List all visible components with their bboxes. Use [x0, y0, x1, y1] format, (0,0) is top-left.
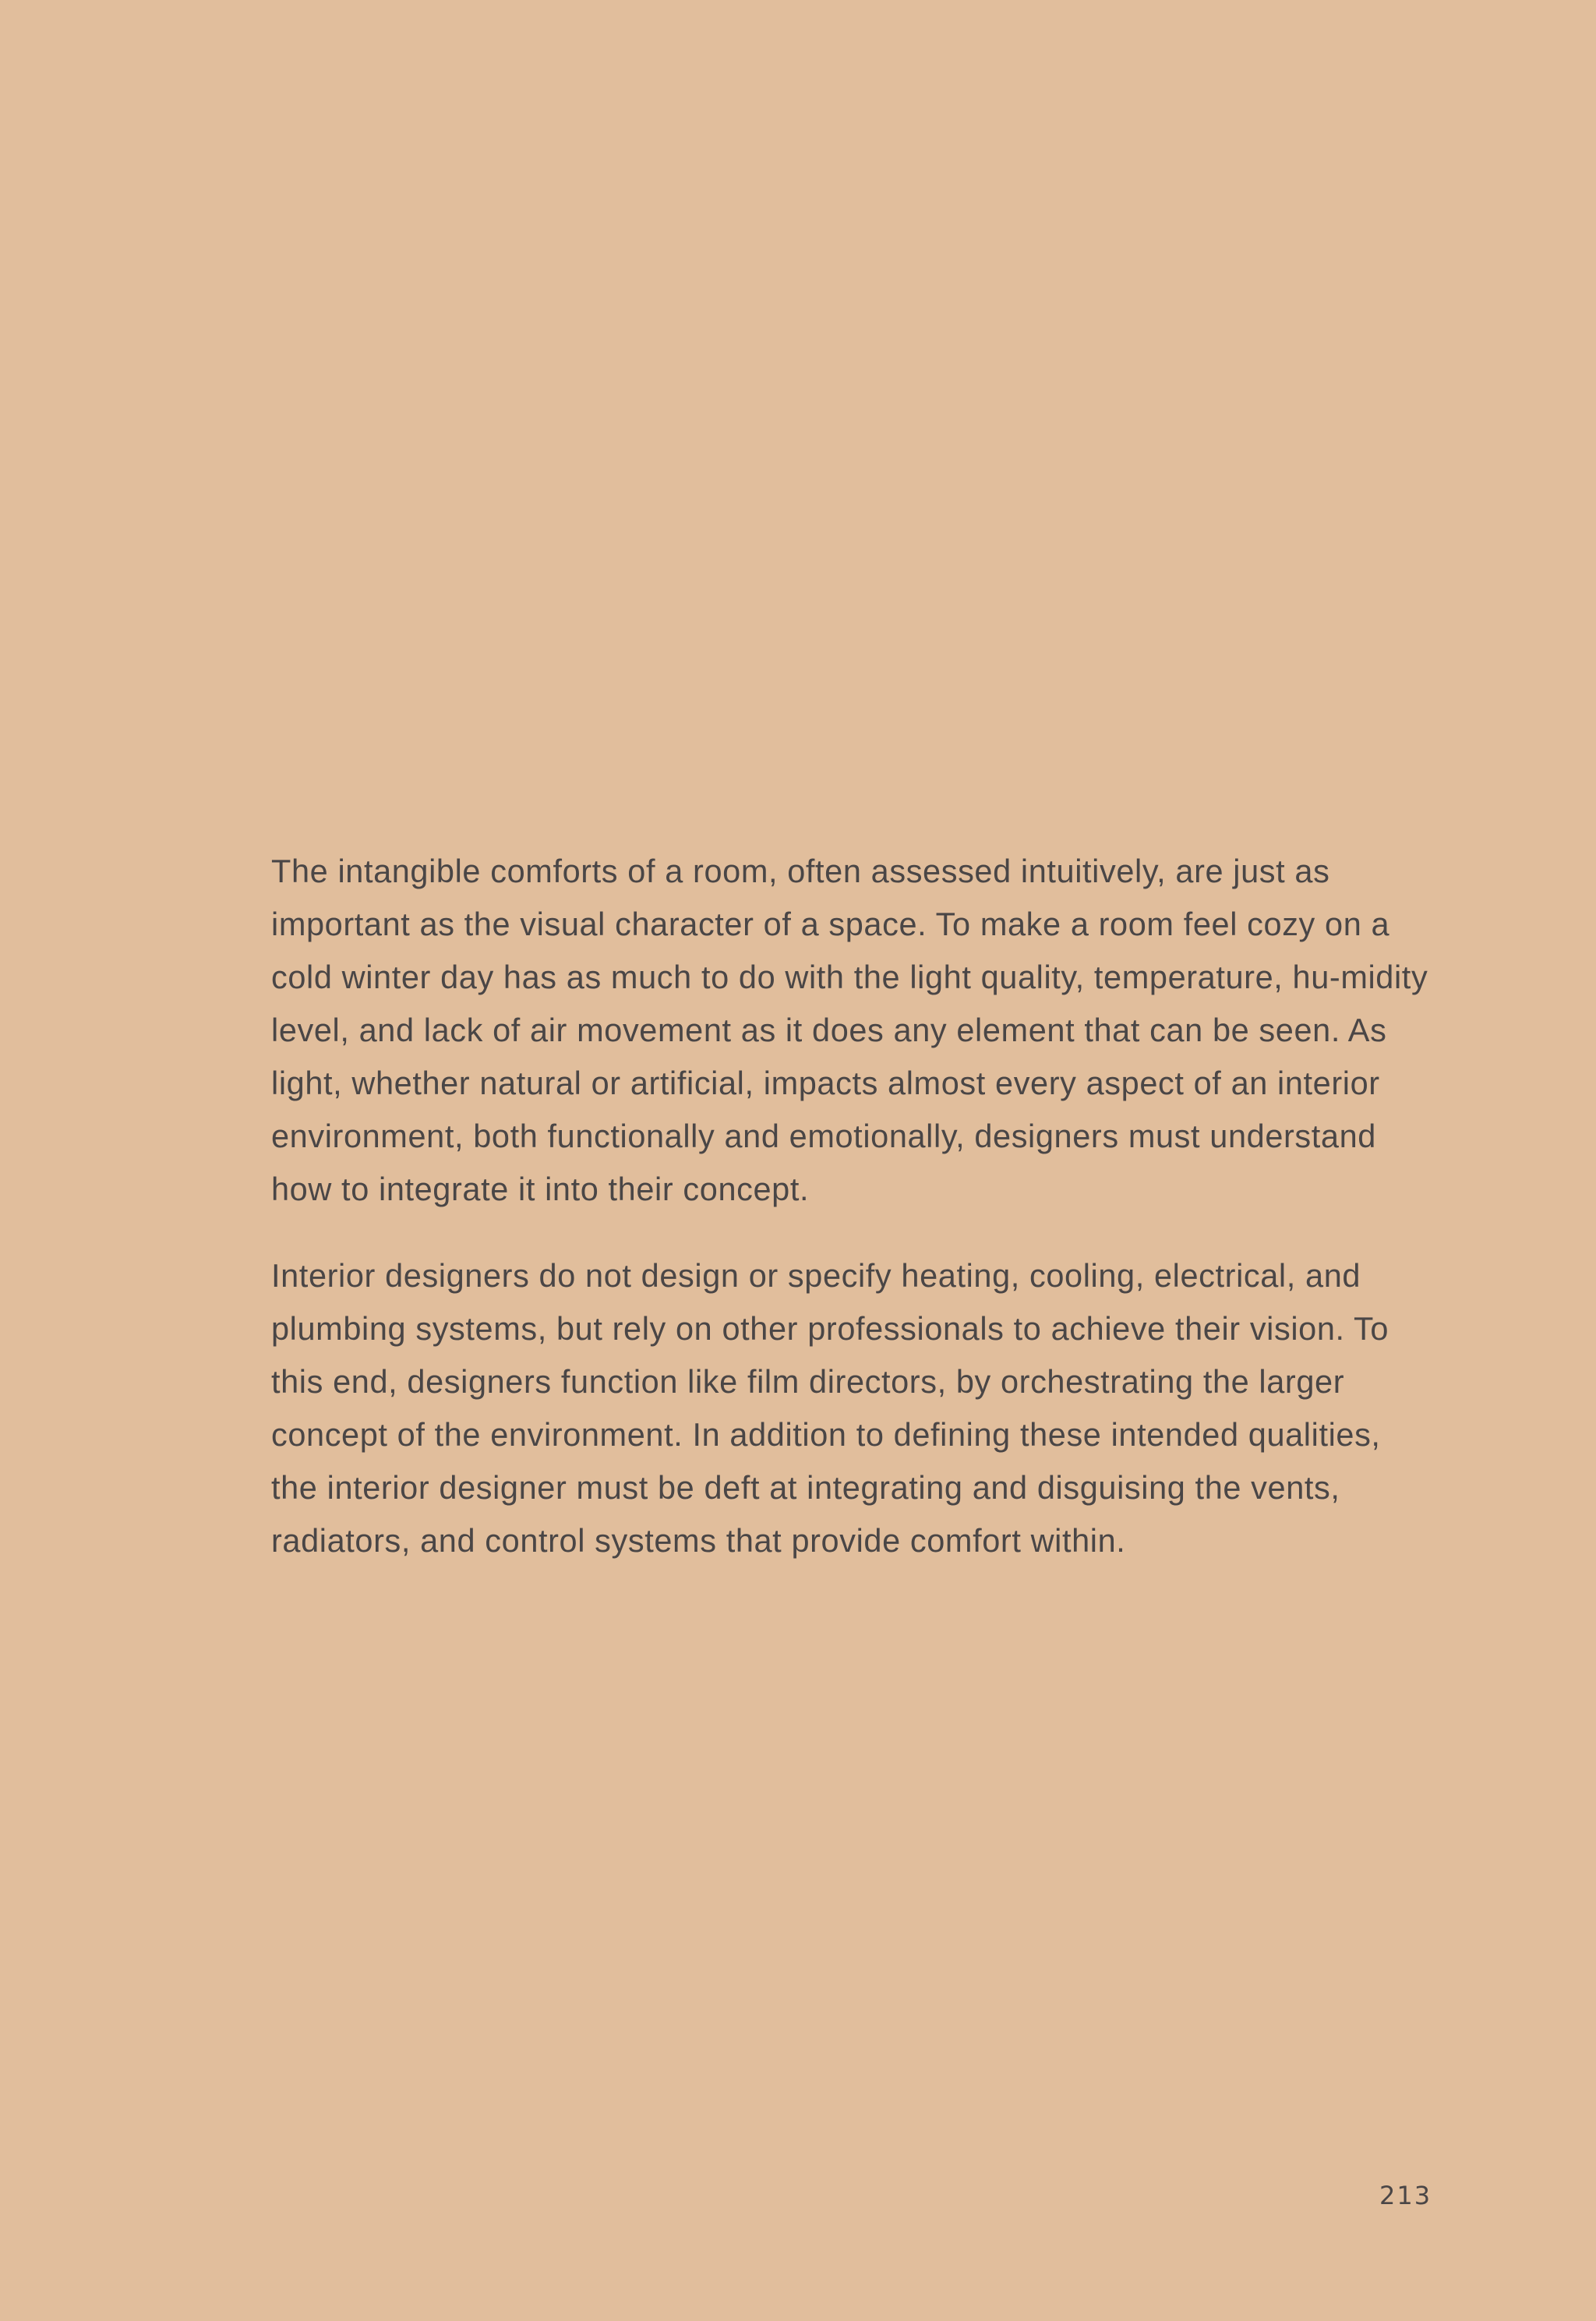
paragraph-comfort: The intangible comforts of a room, often assessed intuitively, are just as important as the visual character of a space. To make a room feel cozy on a cold winter day has as much to do with the light quality, temperature, hu-midity level, and lack of air movement as it does any element that can be seen. As light, whether natural or artificial, impacts almost every aspect of an interior environment, both functionally and emotionally, designers must understand how to integrate it into their concept. — [271, 853, 1428, 1207]
paragraph-systems: Interior designers do not design or specify heating, cooling, electrical, and plumbing systems, but rely on other professionals to achieve their vision. To this end, designers function like film directors, by orchestrating the larger concept of the environment. In addition to defining these intended qualities, the interior designer must be deft at integrating and disguising the vents, radiators, and control systems that provide comfort within. — [271, 1257, 1389, 1559]
body-text — [271, 845, 1432, 1567]
page-number: 213 — [1379, 2181, 1432, 2210]
